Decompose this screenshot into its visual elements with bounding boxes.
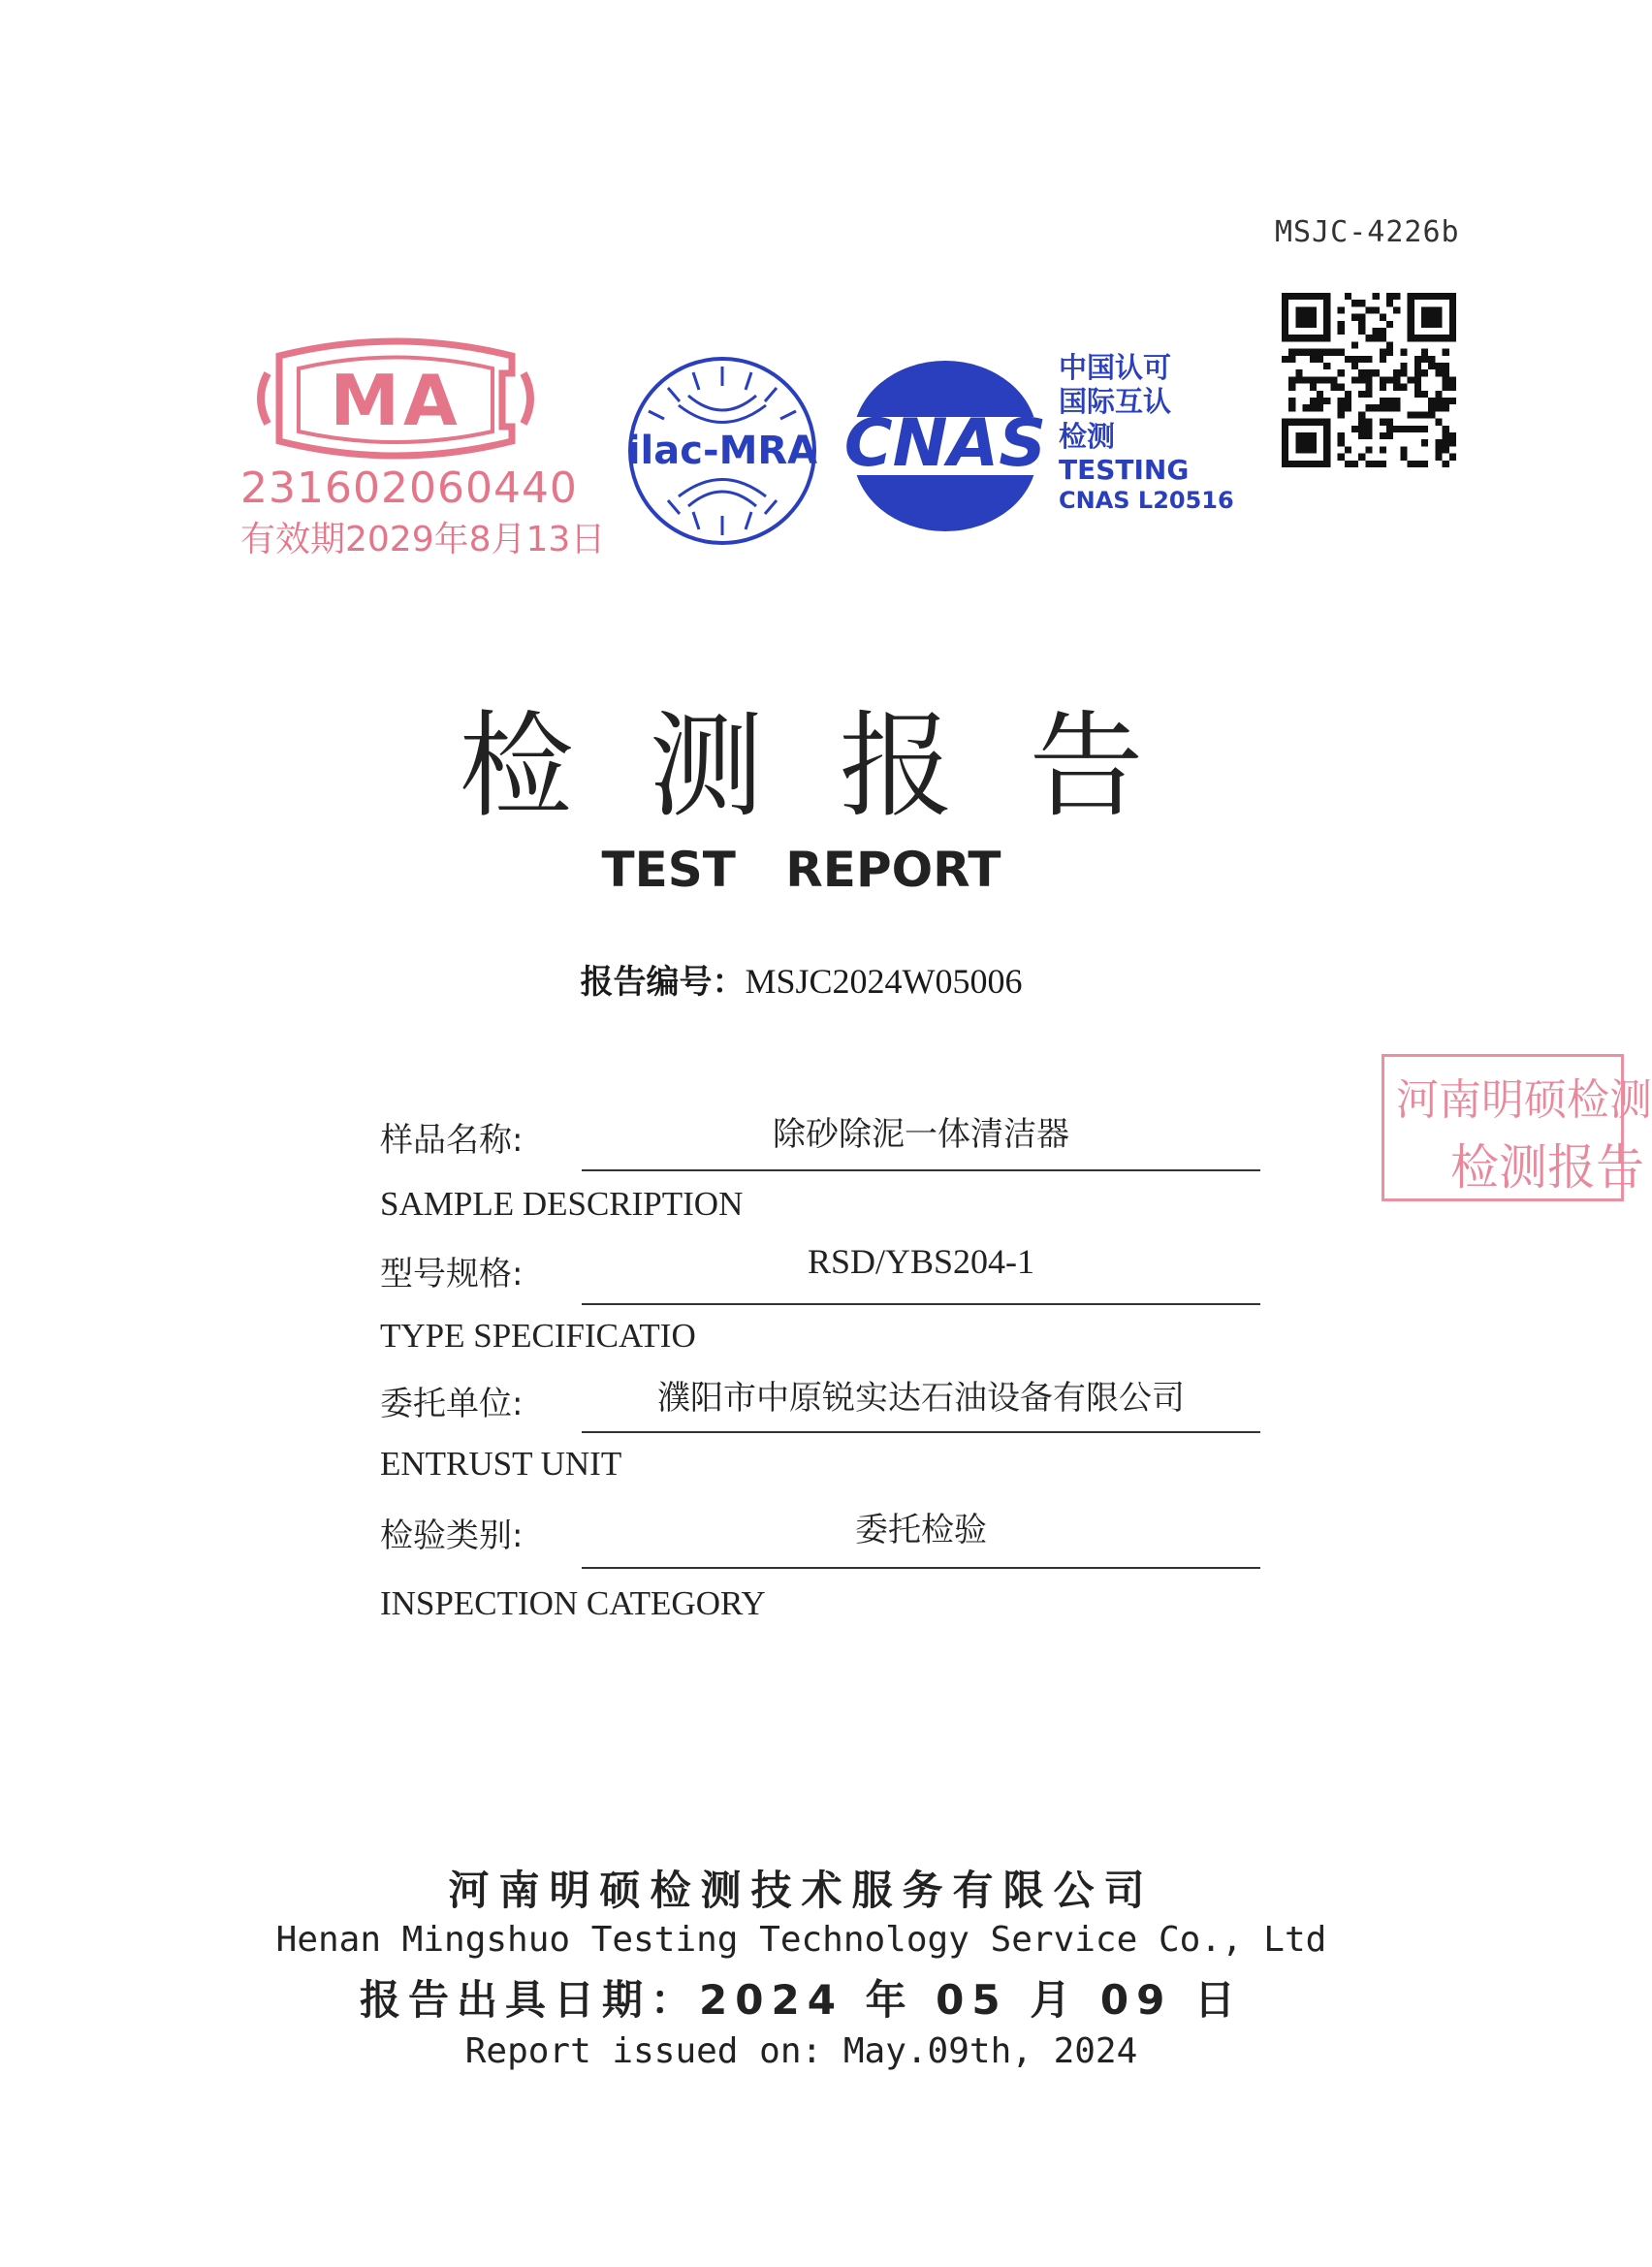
qr-code <box>1282 293 1456 467</box>
company-name-en: Henan Mingshuo Testing Technology Service Co., Ltd <box>275 1920 1327 1960</box>
cnas-line-3: 检测 <box>1059 419 1116 453</box>
field-value: 濮阳市中原锐实达石油设备有限公司 <box>657 1379 1185 1418</box>
field-value: RSD/YBS204-1 <box>807 1242 1035 1281</box>
issue-date-en: Report issued on: May.09th, 2024 <box>464 2031 1138 2071</box>
field-label-zh: 型号规格: <box>380 1255 524 1293</box>
stamp-line-2: 检测报告 <box>1450 1139 1644 1196</box>
cnas-line-5: CNAS L20516 <box>1059 487 1234 515</box>
field-label-en: ENTRUST UNIT <box>380 1445 622 1483</box>
field-underline <box>582 1567 1260 1569</box>
cma-seal-graphic <box>240 335 551 461</box>
field-label-en: TYPE SPECIFICATIO <box>380 1317 696 1355</box>
cma-seal-letters: MA <box>330 360 461 441</box>
field-underline <box>582 1303 1260 1305</box>
cma-number: 231602060440 <box>240 463 578 513</box>
document-code: MSJC-4226b <box>1275 215 1460 249</box>
ilac-mra-text: ilac-MRA <box>626 429 818 473</box>
cnas-line-1: 中国认可 <box>1059 351 1172 384</box>
field-label-zh: 检验类别: <box>380 1517 524 1555</box>
report-title-en: TEST REPORT <box>601 842 1001 898</box>
stamp-line-1: 河南明硕检测 <box>1396 1075 1652 1125</box>
company-stamp <box>1382 1054 1652 1201</box>
cnas-logo <box>834 359 1057 533</box>
report-number <box>0 955 1603 1003</box>
cnas-line-2: 国际互认 <box>1059 385 1172 419</box>
field-underline <box>582 1431 1260 1433</box>
field-label-zh: 委托单位: <box>380 1385 524 1423</box>
report-number-value: MSJC2024W05006 <box>745 962 1023 1001</box>
cnas-line-4: TESTING <box>1059 454 1190 487</box>
field-value: 委托检验 <box>855 1511 987 1549</box>
cma-validity: 有效期2029年8月13日 <box>240 520 606 559</box>
field-label-zh: 样品名称: <box>380 1121 524 1160</box>
company-name-zh: 河南明硕检测技术服务有限公司 <box>448 1867 1155 1914</box>
field-underline <box>582 1169 1260 1171</box>
report-title-zh: 检测报告 <box>459 699 1220 833</box>
field-label-en: SAMPLE DESCRIPTION <box>380 1185 744 1223</box>
report-number-label: 报告编号： <box>580 963 746 1002</box>
cnas-accreditation-text <box>1059 351 1234 516</box>
cnas-brand: CNAS <box>843 405 1047 482</box>
ilac-mra-logo <box>625 347 819 556</box>
field-label-en: INSPECTION CATEGORY <box>380 1584 766 1622</box>
issue-date-zh: 报告出具日期：2024 年 05 月 09 日 <box>360 1976 1243 2024</box>
field-value: 除砂除泥一体清洁器 <box>773 1115 1069 1154</box>
